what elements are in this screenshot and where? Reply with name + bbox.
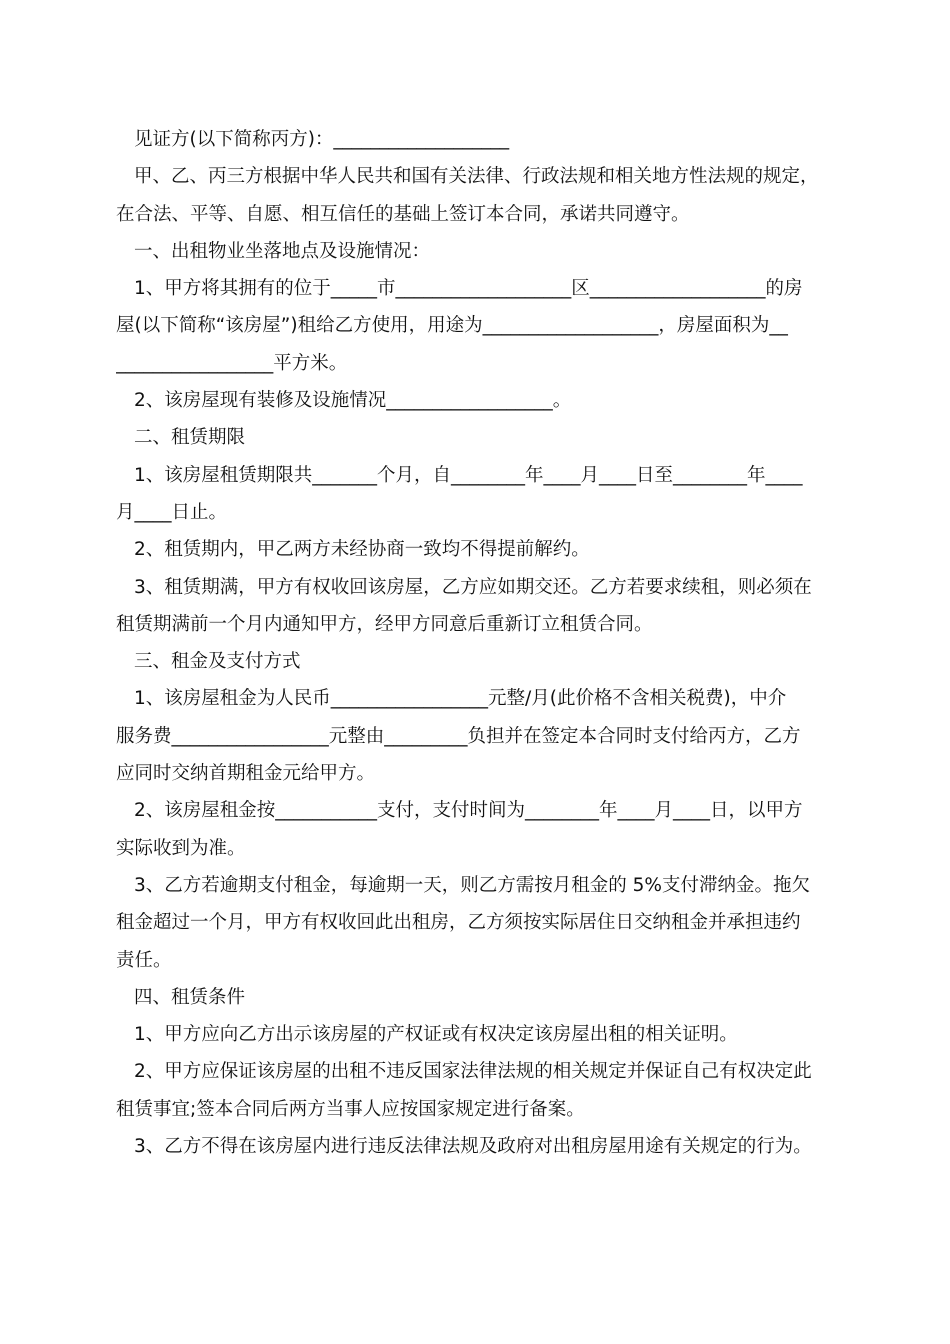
witness-party-line: 见证方(以下简称丙方)：___________________ bbox=[134, 129, 510, 150]
section-heading-1: 一、出租物业坐落地点及设施情况： bbox=[134, 240, 431, 262]
clause-3-1-line-1: 1、该房屋租金为人民币_________________元整/月(此价格不含相关税费)，中介 bbox=[134, 688, 787, 710]
preamble-line-1: 甲、乙、丙三方根据中华人民共和国有关法律、行政法规和相关地方性法规的规定， bbox=[134, 166, 819, 188]
clause-2-3-line-2: 租赁期满前一个月内通知甲方，经甲方同意后重新订立租赁合同。 bbox=[116, 613, 653, 635]
section-heading-2: 二、租赁期限 bbox=[134, 427, 246, 449]
clause-3-3-line-1: 3、乙方若逾期支付租金，每逾期一天，则乙方需按月租金的 5%支付滞纳金。拖欠 bbox=[134, 874, 811, 896]
clause-1-2: 2、该房屋现有装修及设施情况__________________。 bbox=[134, 390, 572, 412]
clause-2-2: 2、租赁期内，甲乙两方未经协商一致均不得提前解约。 bbox=[134, 539, 590, 561]
clause-3-3-line-3: 责任。 bbox=[116, 949, 172, 971]
clause-3-3-line-2: 租金超过一个月，甲方有权收回此出租房，乙方须按实际居住日交纳租金并承担违约 bbox=[116, 912, 801, 934]
clause-2-3-line-1: 3、租赁期满，甲方有权收回该房屋，乙方应如期交还。乙方若要求续租，则必须在 bbox=[134, 576, 812, 598]
clause-3-1-line-3: 应同时交纳首期租金元给甲方。 bbox=[116, 763, 376, 785]
clause-1-1-line-3: _________________平方米。 bbox=[116, 352, 348, 374]
preamble-line-2: 在合法、平等、自愿、相互信任的基础上签订本合同，承诺共同遵守。 bbox=[116, 203, 690, 225]
contract-body bbox=[116, 121, 838, 1165]
section-heading-3: 三、租金及支付方式 bbox=[134, 651, 301, 673]
clause-3-1-line-2: 服务费_________________元整由_________负担并在签定本合同时支付给丙方，乙方 bbox=[116, 725, 801, 747]
clause-3-2-line-2: 实际收到为准。 bbox=[116, 837, 246, 859]
clause-4-2-line-1: 2、甲方应保证该房屋的出租不违反国家法律法规的相关规定并保证自己有权决定此 bbox=[134, 1061, 812, 1083]
clause-4-1: 1、甲方应向乙方出示该房屋的产权证或有权决定该房屋出租的相关证明。 bbox=[134, 1024, 738, 1046]
clause-4-2-line-2: 租赁事宜;签本合同后两方当事人应按国家规定进行备案。 bbox=[116, 1098, 585, 1120]
clause-1-1-line-1: 1、甲方将其拥有的位于_____市___________________区___________________的房 bbox=[134, 278, 803, 300]
clause-4-3: 3、乙方不得在该房屋内进行违反法律法规及政府对出租房屋用途有关规定的行为。 bbox=[134, 1136, 812, 1158]
clause-2-1-line-2: 月____日止。 bbox=[116, 501, 228, 523]
clause-3-2-line-1: 2、该房屋租金按___________支付，支付时间为________年____月____日，以甲方 bbox=[134, 800, 803, 822]
section-heading-4: 四、租赁条件 bbox=[134, 986, 246, 1008]
clause-2-1-line-1: 1、该房屋租赁期限共_______个月，自________年____月____日至________年____ bbox=[134, 464, 803, 486]
clause-1-1-line-2: 屋(以下简称“该房屋”)租给乙方使用，用途为___________________，房屋面积为__ bbox=[116, 315, 788, 337]
